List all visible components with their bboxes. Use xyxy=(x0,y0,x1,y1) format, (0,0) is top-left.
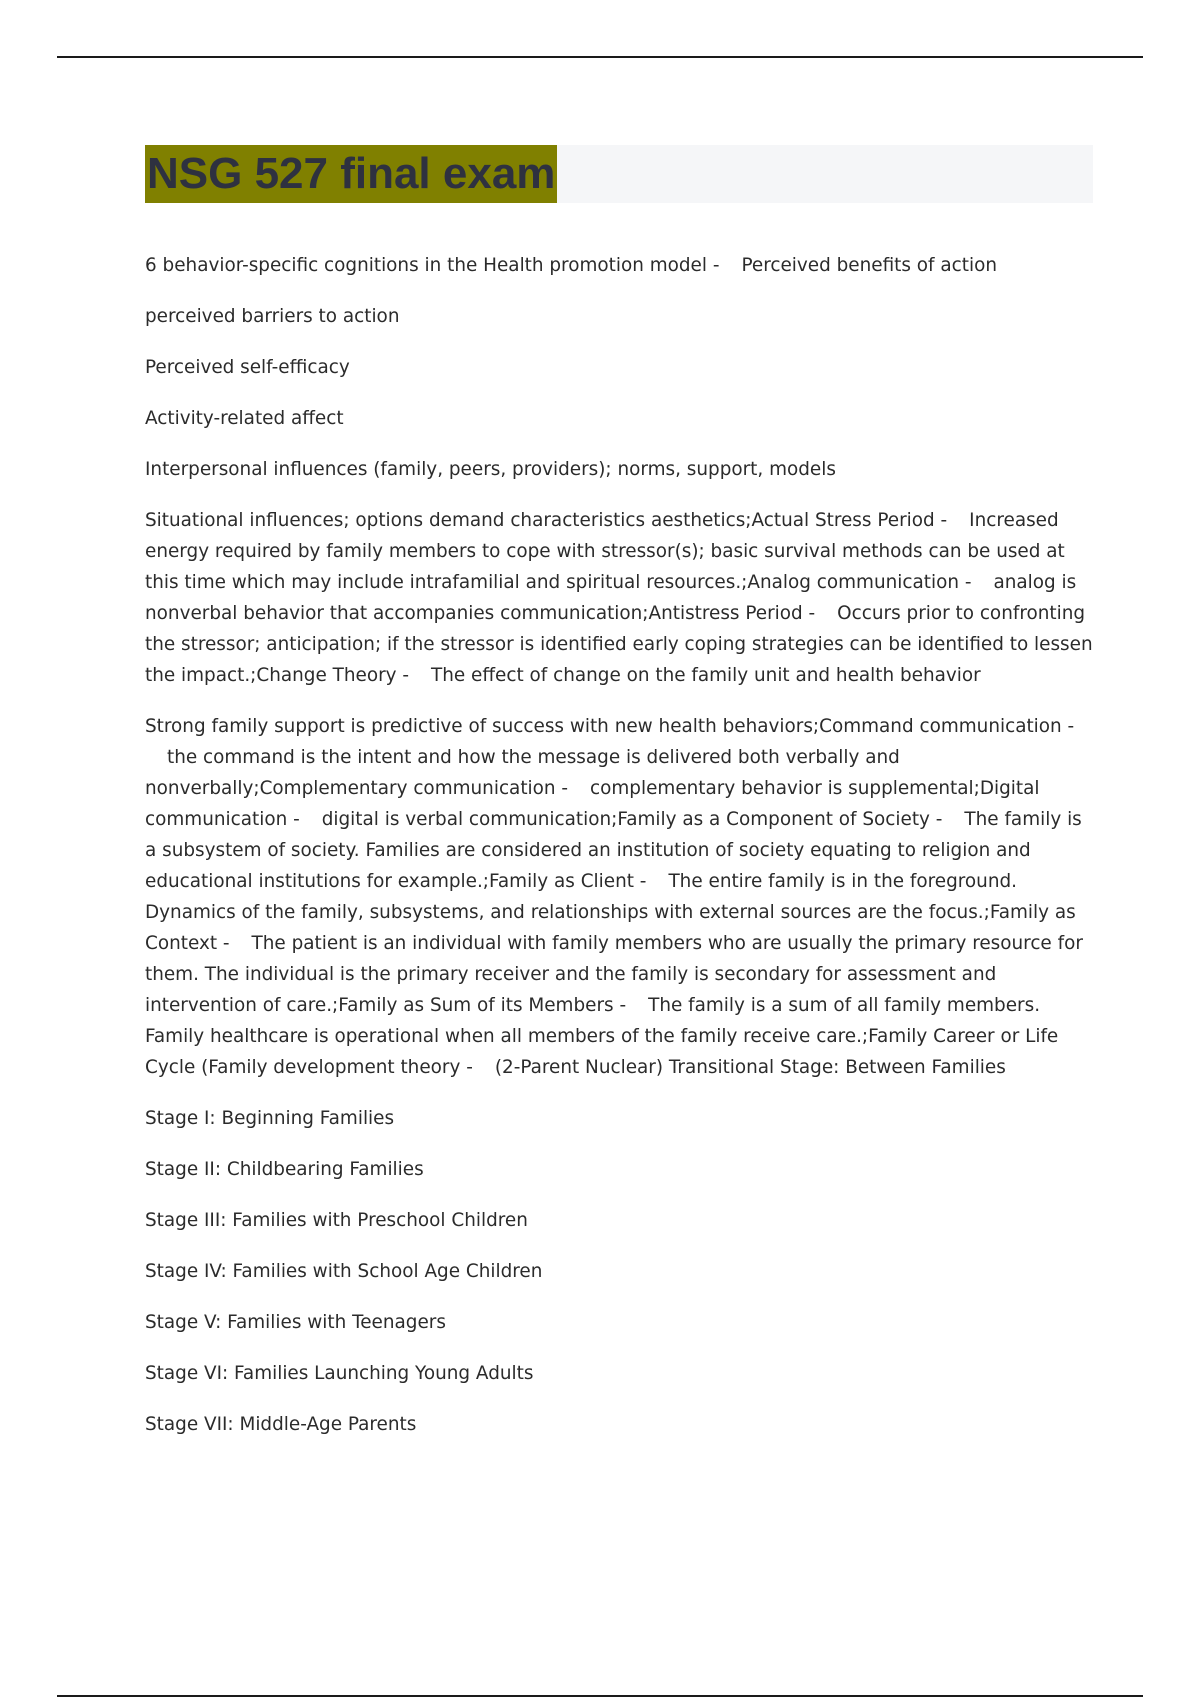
text-segment: The family is a sum of all family members. Family healthcare is operational when all members of the family receive care.;Family Career or Life Cycle (Family development theory - xyxy=(145,995,1059,1078)
definitions-paragraph-1 xyxy=(145,505,1095,691)
intro-paragraph xyxy=(145,250,1095,281)
stage-item: Stage VII: Middle-Age Parents xyxy=(145,1414,417,1435)
document-title: NSG 527 final exam xyxy=(145,145,557,203)
intro-definition: Perceived benefits of action xyxy=(741,255,997,276)
cognition-item: Perceived self-efficacy xyxy=(145,357,350,378)
cognition-item: Interpersonal influences (family, peers, providers); norms, support, models xyxy=(145,459,836,480)
stage-item: Stage I: Beginning Families xyxy=(145,1108,395,1129)
text-segment: Strong family support is predictive of success with new health behaviors;Command communication - xyxy=(145,716,1075,737)
text-segment: the command is the intent and how the message is delivered both verbally and nonverbally;Complementary communication - xyxy=(145,747,900,799)
text-segment: digital is verbal communication;Family as a Component of Society - xyxy=(321,809,943,830)
intro-term: 6 behavior-specific cognitions in the Health promotion model - xyxy=(145,255,720,276)
text-segment: Occurs prior to confronting the stressor; anticipation; if the stressor is identified early coping strategies can be identified to lessen the impact.;Change Theory - xyxy=(145,603,1093,686)
text-segment: complementary behavior is supplemental;Digital communication - xyxy=(145,778,1040,830)
stage-item: Stage II: Childbearing Families xyxy=(145,1159,424,1180)
cognition-item: Activity-related affect xyxy=(145,408,344,429)
text-segment: Increased energy required by family members to cope with stressor(s); basic survival methods can be used at this time which may include intrafamilial and spiritual resources.;Analog communication - xyxy=(145,510,1065,593)
stage-item: Stage IV: Families with School Age Children xyxy=(145,1261,543,1282)
stage-item: Stage VI: Families Launching Young Adults xyxy=(145,1363,534,1384)
top-rule xyxy=(57,56,1143,58)
text-segment: The effect of change on the family unit and health behavior xyxy=(431,665,981,686)
cognition-item: perceived barriers to action xyxy=(145,306,400,327)
text-segment: The entire family is in the foreground. Dynamics of the family, subsystems, and relationships with external sources are the focus.;Family as Context - xyxy=(145,871,1076,954)
bottom-rule xyxy=(57,1695,1143,1697)
text-segment: The family is a subsystem of society. Families are considered an institution of society equating to religion and educational institutions for example.;Family as Client - xyxy=(145,809,1082,892)
text-segment: Situational influences; options demand characteristics aesthetics;Actual Stress Period - xyxy=(145,510,948,531)
stage-item: Stage III: Families with Preschool Children xyxy=(145,1210,528,1231)
text-segment: analog is nonverbal behavior that accompanies communication;Antistress Period - xyxy=(145,572,1077,624)
stage-item: Stage V: Families with Teenagers xyxy=(145,1312,446,1333)
text-segment: The patient is an individual with family members who are usually the primary resource for them. The individual is the primary receiver and the family is secondary for assessment and intervention of care.;Family as Sum of its Members - xyxy=(145,933,1083,1016)
text-segment: (2-Parent Nuclear) Transitional Stage: Between Families xyxy=(494,1057,1006,1078)
document-body xyxy=(145,250,1095,1460)
definitions-paragraph-2 xyxy=(145,711,1095,1083)
